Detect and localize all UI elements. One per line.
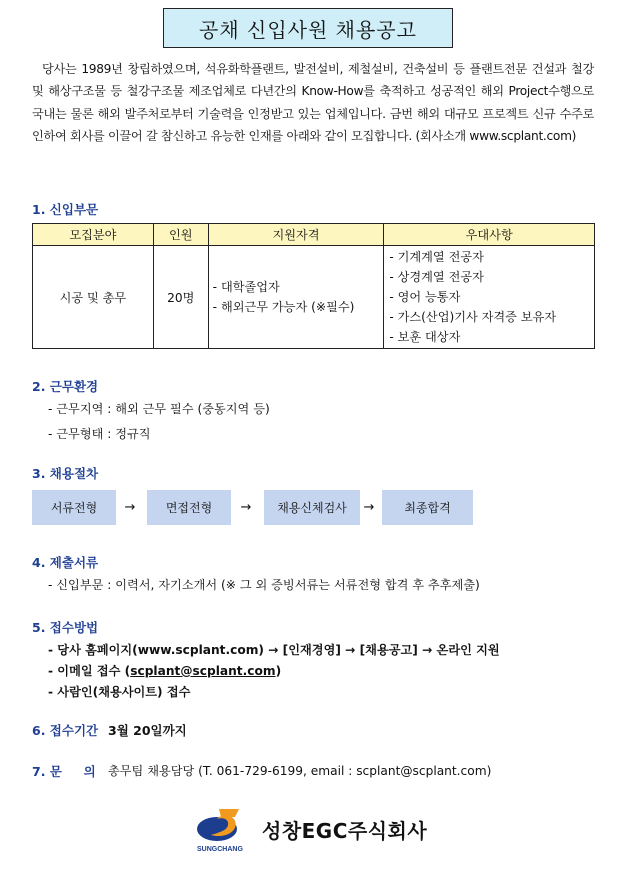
section-heading-period: 6. 접수기간: [32, 723, 99, 738]
email-link[interactable]: scplant@scplant.com: [130, 664, 276, 678]
table-header-row: [33, 224, 595, 246]
process-step: 면접전형: [147, 490, 231, 525]
process-step: 최종합격: [382, 490, 473, 525]
logo-top-mark: [219, 809, 239, 817]
document-item: - 신입부문 : 이력서, 자기소개서 (※ 그 외 증빙서류는 서류전형 합격 후 추후제출): [48, 578, 480, 592]
section-heading-contact: 7. 문 의: [32, 764, 96, 779]
section-heading-recruit: 1. 신입부문: [32, 202, 99, 217]
section-heading-documents: 4. 제출서류: [32, 555, 99, 570]
cell-preferences: [384, 246, 595, 349]
cell-qualifications: [208, 246, 384, 349]
cell-count: 20명: [153, 246, 208, 349]
email-prefix: - 이메일 접수 (: [48, 664, 131, 678]
process-step: 채용신체검사: [264, 490, 360, 525]
application-period: 3월 20일까지: [108, 723, 187, 738]
column-header: 인원: [153, 224, 208, 246]
section-heading-environment: 2. 근무환경: [32, 379, 99, 394]
application-method-email: [48, 662, 281, 679]
column-header: 모집분야: [33, 224, 154, 246]
environment-item: - 근무지역 : 해외 근무 필수 (중동지역 등): [48, 402, 270, 416]
table-row: [33, 246, 595, 349]
process-step: 서류전형: [32, 490, 116, 525]
intro-paragraph: 당사는 1989년 창립하였으며, 석유화학플랜트, 발전설비, 제철설비, 건축설비 등 플랜트전문 건설과 철강 및 해상구조물 등 철강구조물 제조업체로 다년간의 Know-How를 축적하고 성공적인 해외 Project수행으로 국내는 물론 해외 발주처로부터 기술력을 인정받고 있는 업체입니다. 금번 해외 대규모 프로젝트 신규 수주로 인하여 회사를 이끌어 갈 참신하고 유능한 인재를 아래와 같이 모집합니다. (회사소개 www.scplant.com): [32, 62, 594, 144]
arrow-right-icon: →: [363, 500, 375, 515]
contact-info: 총무팀 채용담당 (T. 061-729-6199, email : scplant@scplant.com): [108, 764, 492, 778]
email-suffix: ): [275, 664, 282, 678]
preference-item: - 영어 능통자: [389, 290, 461, 304]
preference-item: - 가스(산업)기사 자격증 보유자: [389, 310, 557, 324]
cell-field: 시공 및 총무: [33, 246, 154, 349]
application-method: - 사람인(채용사이트) 접수: [48, 685, 191, 699]
application-method: - 당사 홈페이지(www.scplant.com) → [인재경영] → [채용공고] → 온라인 지원: [48, 643, 500, 657]
section-heading-process: 3. 채용절차: [32, 466, 99, 481]
preference-item: - 보훈 대상자: [389, 330, 461, 344]
company-name: 성창EGC주식회사: [262, 819, 428, 843]
logo-text: SUNGCHANG: [197, 846, 243, 853]
arrow-right-icon: →: [124, 500, 136, 515]
qualification-item: - 해외근무 가능자 (※필수): [212, 300, 355, 314]
environment-item: - 근무형태 : 정규직: [48, 427, 151, 441]
section-heading-application: 5. 접수방법: [32, 620, 99, 635]
column-header: 지원자격: [208, 224, 384, 246]
qualification-item: - 대학졸업자: [212, 280, 280, 294]
arrow-right-icon: →: [240, 500, 252, 515]
preference-item: - 상경계열 전공자: [389, 270, 484, 284]
recruit-table: [32, 223, 595, 349]
page-title: 공채 신입사원 채용공고: [163, 8, 453, 48]
preference-item: - 기계계열 전공자: [389, 250, 484, 264]
column-header: 우대사항: [384, 224, 595, 246]
